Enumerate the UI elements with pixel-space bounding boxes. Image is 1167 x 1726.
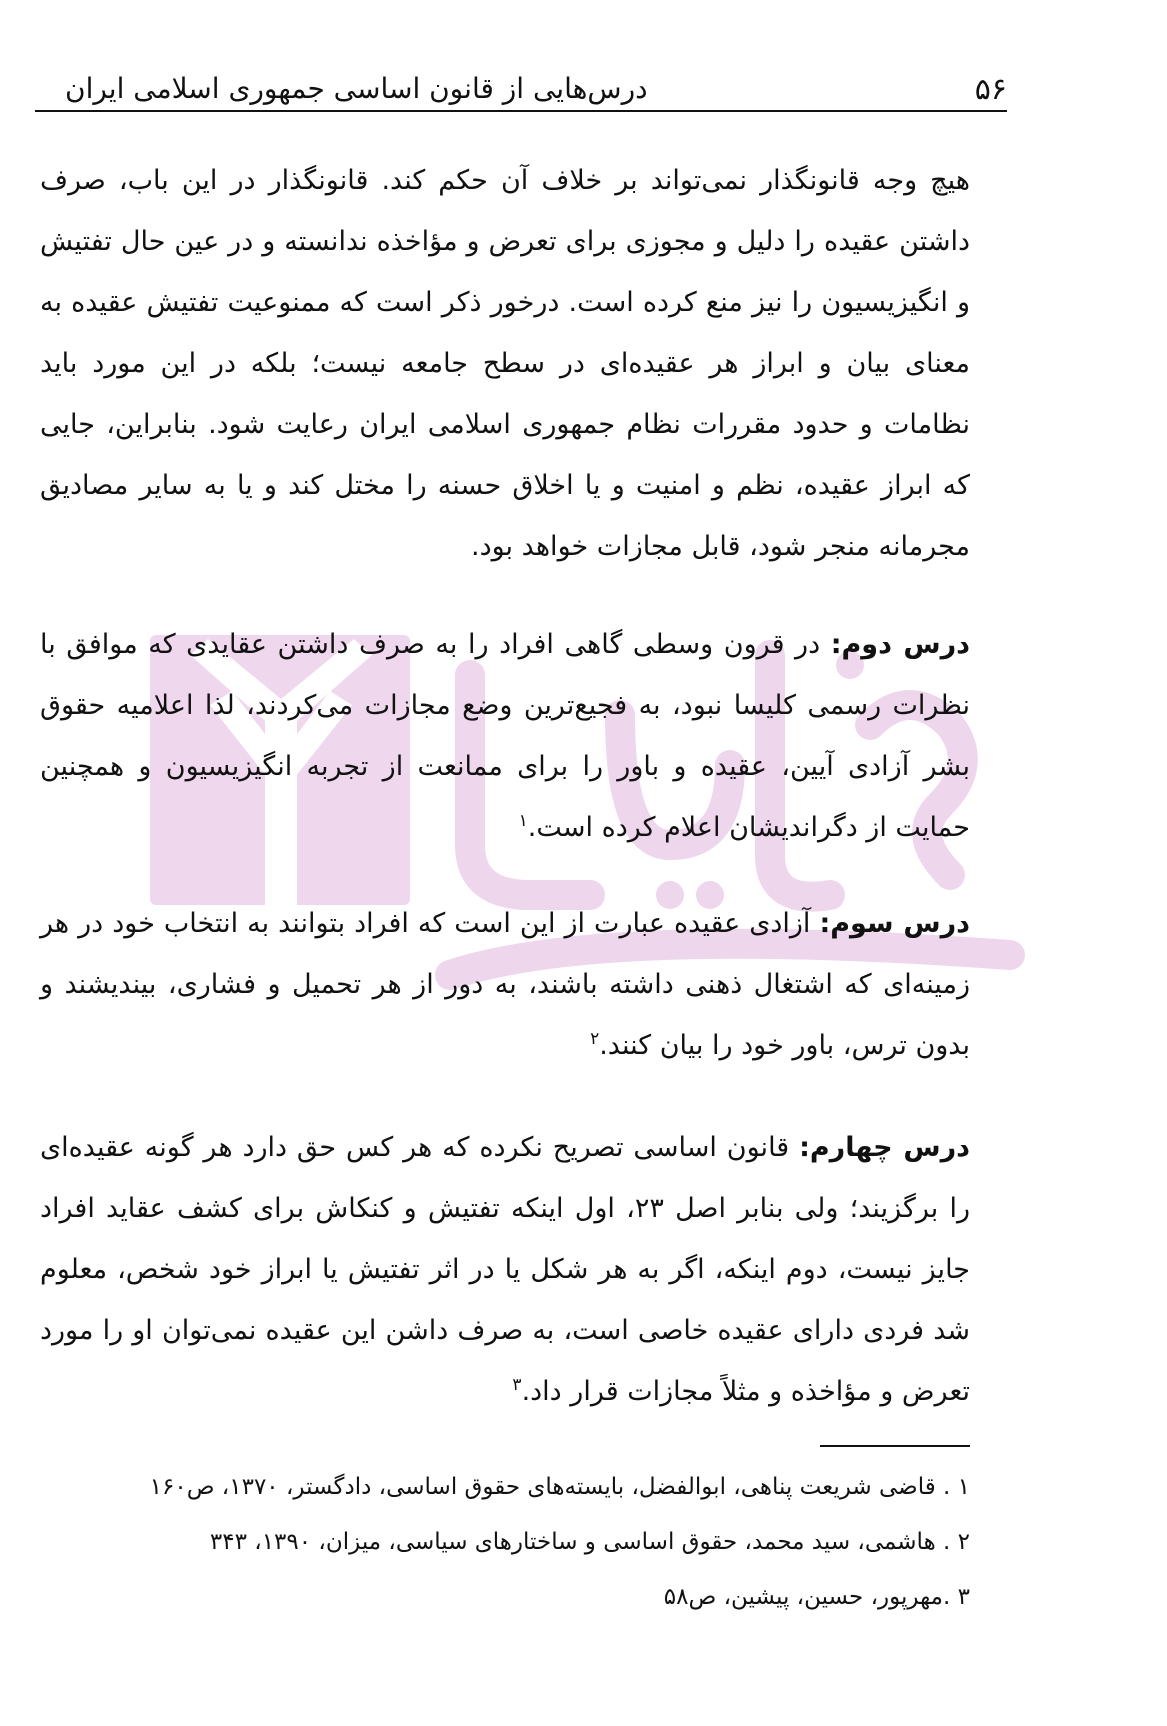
footnote-ref[interactable]: ۳ [512,1375,522,1395]
footnote-item: ۱ . قاضی شریعت پناهی، ابوالفضل، بایسته‌های حقوق اساسی، دادگستر، ۱۳۷۰، ص۱۶۰ [149,1474,970,1500]
running-title: درس‌هایی از قانون اساسی جمهوری اسلامی ایران [65,72,648,105]
paragraph-text: آزادی عقیده عبارت از این است که افراد بتوانند به انتخاب خود در هر زمینه‌ای که اشتغال ذهنی داشته باشند، به دور از هر تحمیل و فشاری، بیندیشند و بدون ترس، باور خود را بیان کنند. [40,908,970,1061]
lesson-heading: درس دوم: [830,629,970,660]
footnote-item: ۲ . هاشمی، سید محمد، حقوق اساسی و ساختارهای سیاسی، میزان، ۱۳۹۰، ۳۴۳ [209,1529,970,1555]
page-header [35,62,1007,112]
paragraph-lesson-3 [40,893,970,1076]
paragraph-text: هیچ وجه قانونگذار نمی‌تواند بر خلاف آن حکم کند. قانونگذار در این باب، صرف داشتن عقیده را دلیل و مجوزی برای تعرض و مؤاخذه ندانسته و در عین حال تفتیش و انگیزیسیون را نیز منع کرده است. درخور ذکر است که ممنوعیت تفتیش عقیده به معنای بیان و ابراز هر عقیده‌ای در سطح جامعه نیست؛ بلکه در این مورد باید نظامات و حدود مقررات نظام جمهوری اسلامی ایران رعایت شود. بنابراین، جایی که ابراز عقیده، نظم و امنیت و یا اخلاق حسنه را مختل کند و یا به سایر مصادیق مجرمانه منجر شود، قابل مجازات خواهد بود. [40,165,970,562]
footnote-ref[interactable]: ۱ [518,811,528,831]
footnote-item: ۳ .مهرپور، حسین، پیشین، ص۵۸ [663,1584,970,1610]
footnote-ref[interactable]: ۲ [590,1029,600,1049]
paragraph-1 [40,150,970,577]
lesson-heading: درس چهارم: [799,1132,970,1163]
page-number: ۵۶ [974,72,1007,107]
paragraph-lesson-4 [40,1117,970,1422]
paragraph-lesson-2 [40,614,970,858]
footnotes [40,1460,970,1625]
footnote-divider [820,1445,970,1447]
paragraph-text: قانون اساسی تصریح نکرده که هر کس حق دارد هر گونه عقیده‌ای را برگزیند؛ ولی بنابر اصل ۲۳، اول اینکه تفتیش و کنکاش برای کشف عقاید افراد جایز نیست، دوم اینکه، اگر به هر شکل یا در اثر تفتیش یا ابراز خود شخص، معلوم شد فردی دارای عقیده خاصی است، به صرف داشن این عقیده نمی‌توان او را مورد تعرض و مؤاخذه و مثلاً مجازات قرار داد. [40,1132,971,1407]
paragraph-text: در قرون وسطی گاهی افراد را به صرف داشتن عقایدی که موافق با نظرات رسمی کلیسا نبود، به فجیع‌ترین وضع مجازات می‌کردند، لذا اعلامیه حقوق بشر آزادی آیین، عقیده و باور را برای ممانعت از تجربه انگیزیسیون و همچنین حمایت از دگراندیشان اعلام کرده است. [40,629,970,843]
lesson-heading: درس سوم: [819,908,971,939]
